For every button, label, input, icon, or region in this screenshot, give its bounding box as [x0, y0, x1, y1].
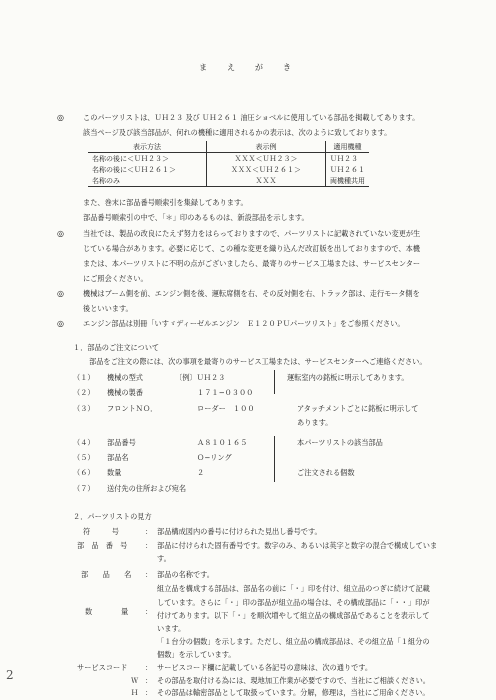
- bullet-mark: ◎: [57, 319, 64, 328]
- service-code: Ｗ: [131, 676, 139, 685]
- definition-term: 部 品 名: [81, 570, 132, 579]
- definition-text: 「１台分の個数」を示します。ただし、組立品の構成部品は、その組立品「１組分の: [157, 637, 430, 646]
- definition-text: 部品構成図内の番号に付けられた見出し番号です。: [157, 527, 322, 536]
- service-code-text: その部品を取付ける為には、現地加工作業が必要ですので、当社にご相談ください。: [157, 676, 430, 685]
- definition-colon: ：: [145, 676, 153, 685]
- intro-paragraph-1b: 該当ページ及び該当部品が、何れの機種に適用されるかの表示は、次のように致しております。: [83, 128, 392, 137]
- definition-colon: ：: [145, 541, 153, 550]
- table-cell: 名称のみ: [88, 175, 207, 187]
- table-header-row: [88, 141, 369, 153]
- bracket-line: [274, 370, 275, 394]
- table-row: [88, 153, 369, 165]
- table-row: [88, 175, 369, 187]
- page-number: 2: [6, 668, 14, 682]
- order-item-label: 送付先の住所および宛名: [107, 484, 187, 493]
- order-item-number: （２）: [73, 388, 95, 397]
- bullet-mark: ◎: [57, 229, 64, 238]
- definition-colon: ：: [145, 527, 153, 536]
- order-heading: １．部品のご注文について: [73, 343, 160, 352]
- intro-paragraph-2a: 当社では、製品の改良にたえず努力をはらっておりますので、パーツリストに記載されていない変更が生: [83, 229, 421, 238]
- order-item-label: フロントＮＯ．: [107, 404, 158, 413]
- view-heading: ２．パーツリストの見方: [73, 512, 152, 521]
- definition-text: す。: [157, 554, 171, 563]
- order-item-value: 〔例〕ＵＨ２３: [175, 373, 226, 382]
- definition-text: 部品に付けられた固有番号です。数字のみ、あるいは英字と数字の混合で構成していま: [157, 541, 438, 550]
- intro-paragraph-2d: にご照会ください。: [83, 274, 148, 283]
- bullet-mark: ◎: [57, 289, 64, 298]
- definition-term: サービスコード: [77, 663, 128, 672]
- order-item-note: 本パーツリストの該当部品: [297, 438, 383, 447]
- order-lead: 部品をご注文の際には、次の事項を最寄りのサービス工場または、サービスセンターへご連絡ください。: [89, 357, 427, 366]
- definition-term: 部 品 番 号: [77, 541, 128, 550]
- definition-colon: ：: [145, 607, 153, 616]
- definition-colon: ：: [145, 688, 153, 697]
- order-item-number: （１）: [73, 373, 95, 382]
- order-item-number: （５）: [73, 453, 95, 462]
- table-cell: ＸＸＸ＜ＵＨ２６１＞: [207, 164, 326, 175]
- table-header: 適用機種: [326, 141, 370, 153]
- intro-paragraph-2b: じている場合があります。必要に応じて、この種な変更を織り込んだ改訂版を出しておりますので、本機: [83, 244, 420, 253]
- order-item-label: 数量: [107, 468, 122, 477]
- order-item-number: （３）: [73, 404, 95, 413]
- table-cell: 名称の後に＜ＵＨ２６１＞: [88, 164, 207, 175]
- table-row: [88, 164, 369, 175]
- service-code: Ｈ: [131, 688, 139, 697]
- table-cell: ＵＨ２３: [330, 154, 358, 163]
- definition-text: 組立品を構成する部品は、部品名の前に「・」印を付け、組立品のつぎに続けて記載: [157, 584, 430, 593]
- table-header: 表示方法: [88, 141, 207, 153]
- table-cell: ＸＸＸ＜ＵＨ２３＞: [207, 153, 326, 165]
- order-item-value: ２: [197, 468, 205, 477]
- order-item-value: ローダー １００: [197, 404, 255, 413]
- service-code-text: その部品は輸密部品として取扱っています。分解，修理は，当社にご用命ください。: [157, 688, 430, 697]
- order-item-number: （６）: [73, 468, 95, 477]
- order-item-number: （７）: [73, 484, 95, 493]
- intro-paragraph-2c: または、本パーツリストに不明の点がございましたら、最寄りのサービス工場または、サービスセンター: [83, 259, 421, 268]
- definition-colon: ：: [145, 570, 153, 579]
- definition-text: います。: [157, 624, 186, 633]
- order-item-value: １７１−０３００: [197, 388, 254, 397]
- definition-colon: ：: [145, 663, 153, 672]
- table-cell: ＸＸＸ: [207, 175, 326, 187]
- order-item-note: 運転室内の銘板に明示してあります。: [287, 373, 409, 382]
- intro-paragraph-3b: 後といいます。: [83, 304, 133, 313]
- definition-text: 個数」を示しています。: [157, 650, 236, 659]
- definition-term: 数 量: [85, 607, 129, 616]
- order-item-note: ご注文される個数: [297, 468, 355, 477]
- order-item-value: Ａ８１０１６５: [197, 438, 248, 447]
- intro-paragraph-1: このパーツリストは、ＵＨ２３ 及び ＵＨ２６１ 油圧ショベルに使用している部品を掲載してあります。: [83, 113, 420, 122]
- order-item-label: 機械の製番: [107, 388, 143, 397]
- definition-term: 符 号: [83, 527, 119, 536]
- page-title: ま え が き: [199, 63, 297, 72]
- order-item-value: Ｏ−リング: [197, 453, 232, 462]
- table-header: 表示例: [207, 141, 326, 153]
- usage-table: [88, 141, 369, 187]
- table-cell: 名称の後に＜ＵＨ２３＞: [88, 153, 207, 165]
- intro-paragraph-3a: 機械はブーム側を前、エンジン側を後、運転席側を右、その反対側を右、トラック部は、走行モータ側を: [83, 289, 420, 298]
- definition-text: 部品の名称です。: [157, 570, 214, 579]
- order-item-note: アタッチメントごとに銘板に明示して: [297, 404, 419, 413]
- intro-paragraph-1c: また、巻末に部品番号順索引を集録してあります。: [83, 198, 248, 207]
- definition-text: 付けてあります。以下「・」を順次増やして組立品の構成部品であることを表示して: [157, 611, 430, 620]
- order-item-label: 部品番号: [107, 438, 136, 447]
- bullet-mark: ◎: [57, 113, 64, 122]
- intro-paragraph-4: エンジン部品は別冊「いすゞディーゼルエンジン Ｅ１２０ＰＵパーツリスト」をご参照ください。: [83, 319, 405, 328]
- table-cell: ＵＨ２６１: [330, 165, 365, 174]
- bracket-line: [274, 436, 275, 482]
- order-item-number: （４）: [73, 438, 95, 447]
- order-item-label: 機械の型式: [107, 373, 143, 382]
- definition-text: しています。さらに「・」印の部品が組立品の場合は、その構成部品に「・・」印が: [157, 598, 430, 607]
- order-item-note: あります。: [297, 418, 333, 427]
- intro-paragraph-1d: 部品番号順索引の中で、「＊」印のあるものは、新設部品を示します。: [83, 213, 309, 222]
- definition-text: サービスコード欄に記載している各記号の意味は、次の通りです。: [157, 663, 373, 672]
- order-item-label: 部品名: [107, 453, 129, 462]
- table-cell: 両機種共用: [326, 175, 370, 187]
